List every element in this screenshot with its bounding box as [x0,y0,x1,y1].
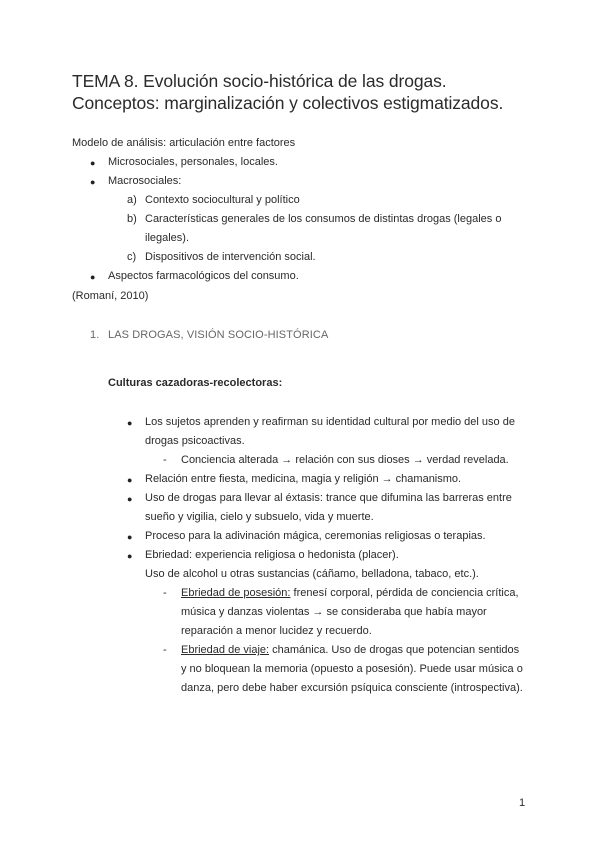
bullet-icon: ● [90,177,96,187]
posesion-line-3: reparación a menor lucidez y recuerdo. [181,625,372,637]
bullet-icon: ● [90,272,96,282]
dash-marker: - [163,644,167,656]
section-number: 1. [90,329,100,341]
viaje-line-2: y no bloquean la memoria (opuesto a posesión). Puede usar música o [181,663,523,675]
hunters-bullet-text: Uso de drogas para llevar al éxtasis: trance que difumina las barreras entre [145,492,512,504]
hunters-bullet-text: drogas psicoactivas. [145,435,245,447]
alcohol-line: Uso de alcohol u otras sustancias (cáñamo, belladona, tabaco, etc.). [145,568,479,580]
viaje-label: Ebriedad de viaje: [181,644,270,656]
posesion-line-1 [181,587,519,599]
hunters-bullet-text: Ebriedad: experiencia religiosa o hedonista (placer). [145,549,399,561]
bullet-icon: ● [127,551,133,561]
bullet-icon: ● [127,475,133,485]
page-number: 1 [519,797,526,809]
model-item-micro: Microsociales, personales, locales. [108,156,278,168]
sub-item-text: ilegales). [145,232,190,244]
section-title: LAS DROGAS, VISIÓN SOCIO-HISTÓRICA [108,329,329,341]
sub-item-text: Características generales de los consumos de distintas drogas (legales o [145,213,502,225]
model-heading: Modelo de análisis: articulación entre factores [72,137,296,149]
posesion-line-2: música y danzas violentas → se consideraba que había mayor [181,606,487,618]
dash-marker: - [163,454,167,466]
hunters-bullet-text: Relación entre fiesta, medicina, magia y religión → chamanismo. [145,473,462,485]
sub-item-text: Dispositivos de intervención social. [145,251,316,263]
page-title-line-2: Conceptos: marginalización y colectivos estigmatizados. [72,93,504,113]
posesion-text: frenesí corporal, pérdida de conciencia crítica, [290,587,519,599]
sub-item-marker: b) [127,213,137,225]
viaje-line-3: danza, pero debe haber excursión psíquica consciente (introspectiva). [181,682,523,694]
model-item-macro: Macrosociales: [108,175,182,187]
sub-item-marker: a) [127,194,137,206]
bullet-icon: ● [127,494,133,504]
hunters-bullet-text: Los sujetos aprenden y reafirman su identidad cultural por medio del uso de [145,416,515,428]
dash-item-text: Conciencia alterada → relación con sus dioses → verdad revelada. [181,454,509,466]
bullet-icon: ● [90,158,96,168]
viaje-text: chamánica. Uso de drogas que potencian sentidos [269,644,520,656]
page-title-line-1: TEMA 8. Evolución socio-histórica de las drogas. [72,71,447,91]
model-item-pharma: Aspectos farmacológicos del consumo. [108,270,299,282]
viaje-line-1 [181,644,519,656]
hunters-bullet-text: Proceso para la adivinación mágica, ceremonias religiosas o terapias. [145,530,486,542]
dash-marker: - [163,587,167,599]
subsection-heading: Culturas cazadoras-recolectoras: [108,377,283,389]
citation: (Romaní, 2010) [72,290,149,302]
hunters-bullet-text: sueño y vigilia, cielo y subsuelo, vida y muerte. [145,511,374,523]
sub-item-text: Contexto sociocultural y político [145,194,300,206]
bullet-icon: ● [127,418,133,428]
posesion-label: Ebriedad de posesión: [181,587,291,599]
bullet-icon: ● [127,532,133,542]
sub-item-marker: c) [127,251,137,263]
